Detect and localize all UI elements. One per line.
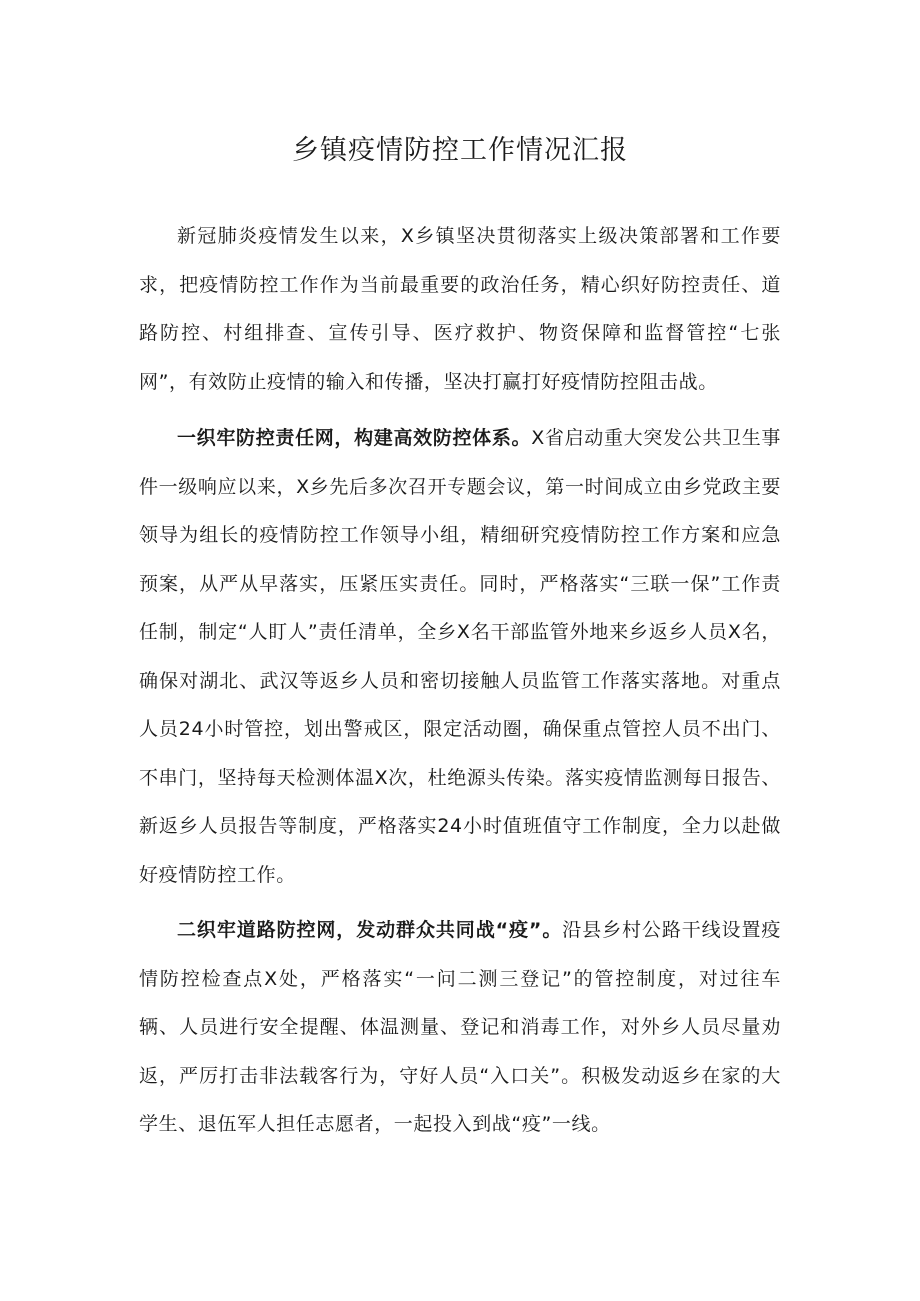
- section-2-text: 沿县乡村公路干线设置疫情防控检查点X处，严格落实“一问二测三登记”的管控制度，对过往车辆、人员进行安全提醒、体温测量、登记和消毒工作，对外乡人员尽量劝返，严厉打击非法载客行为，守好人员“入口关”。积极发动返乡在家的大学生、退伍军人担任志愿者，一起投入到战“疫”一线。: [139, 919, 781, 1135]
- section-1-heading: 一织牢防控责任网，构建高效防控体系。: [177, 427, 532, 449]
- section-2-heading: 二织牢道路防控网，发动群众共同战“疫”。: [177, 919, 563, 941]
- section-1-text: X省启动重大突发公共卫生事件一级响应以来，X乡先后多次召开专题会议，第一时间成立由乡党政主要领导为组长的疫情防控工作领导小组，精细研究疫情防控工作方案和应急预案，从严从早落实，压紧压实责任。同时，严格落实“三联一保”工作责任制，制定“人盯人”责任清单，全乡X名干部监管外地来乡返乡人员X名，确保对湖北、武汉等返乡人员和密切接触人员监管工作落实落地。对重点人员24小时管控，划出警戒区，限定活动圈，确保重点管控人员不出门、不串门，坚持每天检测体温X次，杜绝源头传染。落实疫情监测每日报告、新返乡人员报告等制度，严格落实24小时值班值守工作制度，全力以赴做好疫情防控工作。: [139, 427, 781, 886]
- paragraph-intro-text: 新冠肺炎疫情发生以来，X乡镇坚决贯彻落实上级决策部署和工作要求，把疫情防控工作作为当前最重要的政治任务，精心织好防控责任、道路防控、村组排查、宣传引导、医疗救护、物资保障和监督管控“七张网”，有效防止疫情的输入和传播，坚决打赢打好疫情防控阻击战。: [139, 225, 781, 393]
- document-title: 乡镇疫情防控工作情况汇报: [292, 135, 628, 166]
- paragraph-section-2: [139, 906, 781, 1149]
- paragraph-section-1: [139, 414, 781, 899]
- paragraph-intro: [139, 212, 781, 406]
